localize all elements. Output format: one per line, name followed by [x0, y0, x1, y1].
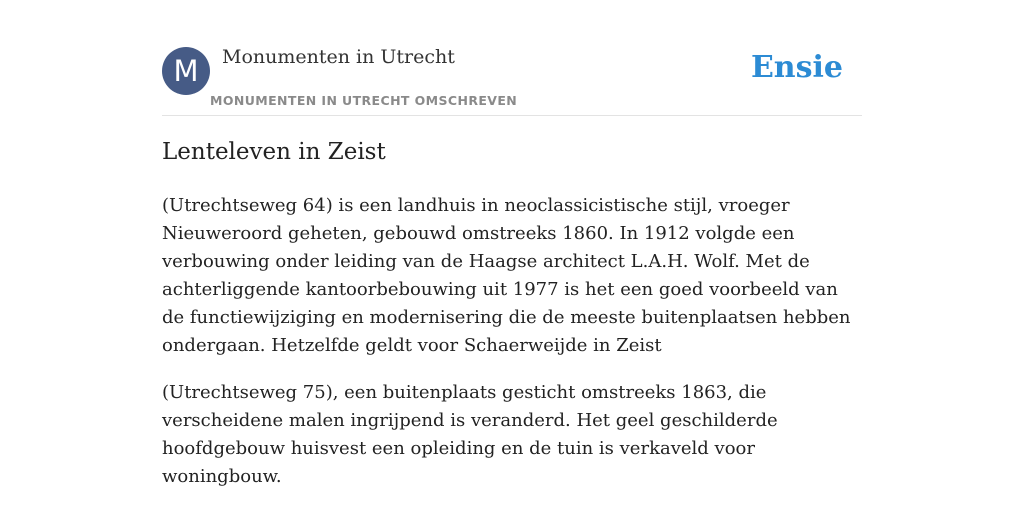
header-divider: [162, 115, 862, 116]
entry-paragraph: (Utrechtseweg 75), een buitenplaats gesticht omstreeks 1863, die verscheidene malen ingrijpend is veranderd. Het geel geschilderde hoofdgebouw huisvest een opleiding en de tuin is verkaveld voor woningbouw.: [162, 382, 778, 487]
source-subtitle: MONUMENTEN IN UTRECHT OMSCHREVEN: [210, 93, 518, 108]
entry-body: [162, 192, 864, 510]
ensie-logo[interactable]: Ensie: [750, 50, 843, 85]
source-title-link[interactable]: Monumenten in Utrecht: [222, 46, 455, 68]
avatar[interactable]: M: [162, 47, 210, 95]
entry-paragraph: (Utrechtseweg 64) is een landhuis in neoclassicistische stijl, vroeger Nieuweroord geheten, gebouwd omstreeks 1860. In 1912 volgde een verbouwing onder leiding van de Haagse architect L.A.H. Wolf. Met de achterliggende kantoorbebouwing uit 1977 is het een goed voorbeeld van de functiewijziging en modernisering die de meeste buitenplaatsen hebben ondergaan. Hetzelfde geldt voor Schaerweijde in Zeist: [162, 195, 851, 356]
page-title: Lenteleven in Zeist: [162, 139, 386, 165]
